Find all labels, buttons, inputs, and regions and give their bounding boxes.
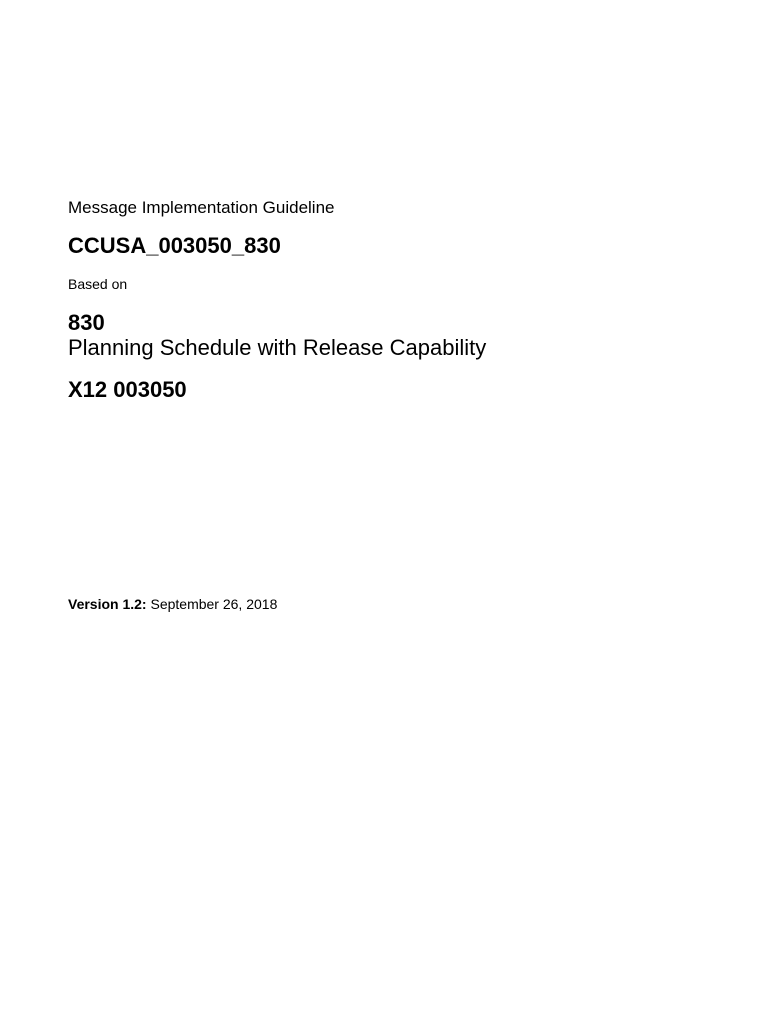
version-line — [68, 597, 277, 611]
guideline-identifier: CCUSA_003050_830 — [68, 233, 281, 258]
transaction-set-number: 830 — [68, 310, 105, 335]
document-type-title: Message Implementation Guideline — [68, 198, 335, 217]
based-on-label: Based on — [68, 276, 128, 292]
standard-version: X12 003050 — [68, 377, 187, 402]
version-label: Version 1.2: — [68, 596, 147, 612]
version-date: September 26, 2018 — [150, 596, 278, 612]
transaction-set-name: Planning Schedule with Release Capability — [68, 335, 487, 360]
